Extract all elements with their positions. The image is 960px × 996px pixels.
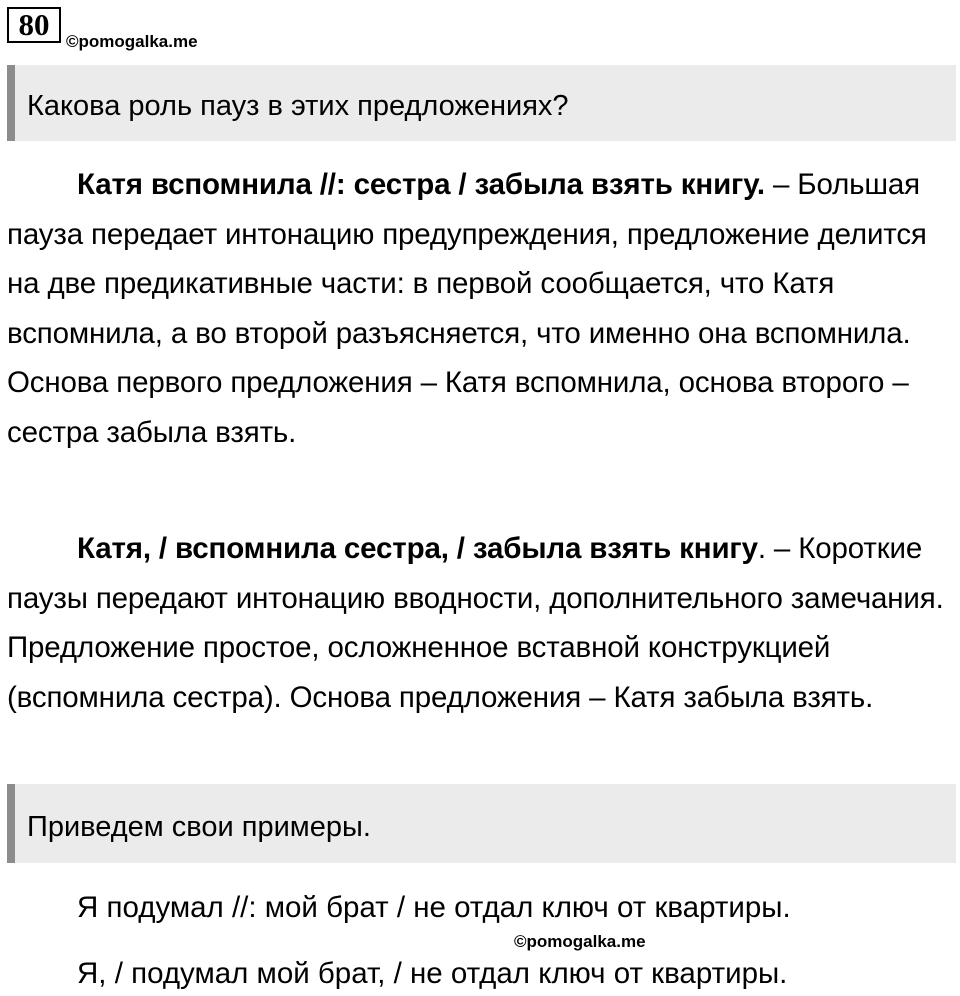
example-sentence-bold: Катя вспомнила //: сестра / забыла взять книгу. xyxy=(77,168,765,201)
question-heading-pauses xyxy=(7,65,956,141)
watermark-top: ©pomogalka.me xyxy=(66,32,198,51)
dash: . – xyxy=(757,532,799,565)
answer-paragraph-2 xyxy=(7,524,952,722)
question-text: Какова роль пауз в этих предложениях? xyxy=(27,90,569,122)
question-text: Приведем свои примеры. xyxy=(27,811,371,843)
example-sentence-1: Я подумал //: мой брат / не отдал ключ от квартиры. xyxy=(77,891,791,924)
question-heading-examples xyxy=(7,784,956,863)
answer-paragraph-1 xyxy=(7,160,952,458)
example-sentence-2: Я, / подумал мой брат, / не отдал ключ от квартиры. xyxy=(77,957,788,990)
example-sentence-bold: Катя, / вспомнила сестра, / забыла взять книгу xyxy=(77,532,758,565)
page-number: 80 xyxy=(7,7,61,43)
watermark-bottom: ©pomogalka.me xyxy=(514,932,646,951)
dash: – xyxy=(764,168,798,201)
answer-explanation: Большая пауза передает интонацию предупреждения, предложение делится на две предикативные части: в первой сообщается, что Катя вспомнила, а во второй разъясняется, что именно она вспомнила. Основа первого предложения – Катя вспомнила, основа второго – сестра забыла взять. xyxy=(7,168,927,449)
answer-explanation: Короткие паузы передают интонацию вводности, дополнительного замечания. Предложение простое, осложненное вставной конструкцией (вспомнила сестра). Основа предложения – Катя забыла взять. xyxy=(7,532,944,714)
